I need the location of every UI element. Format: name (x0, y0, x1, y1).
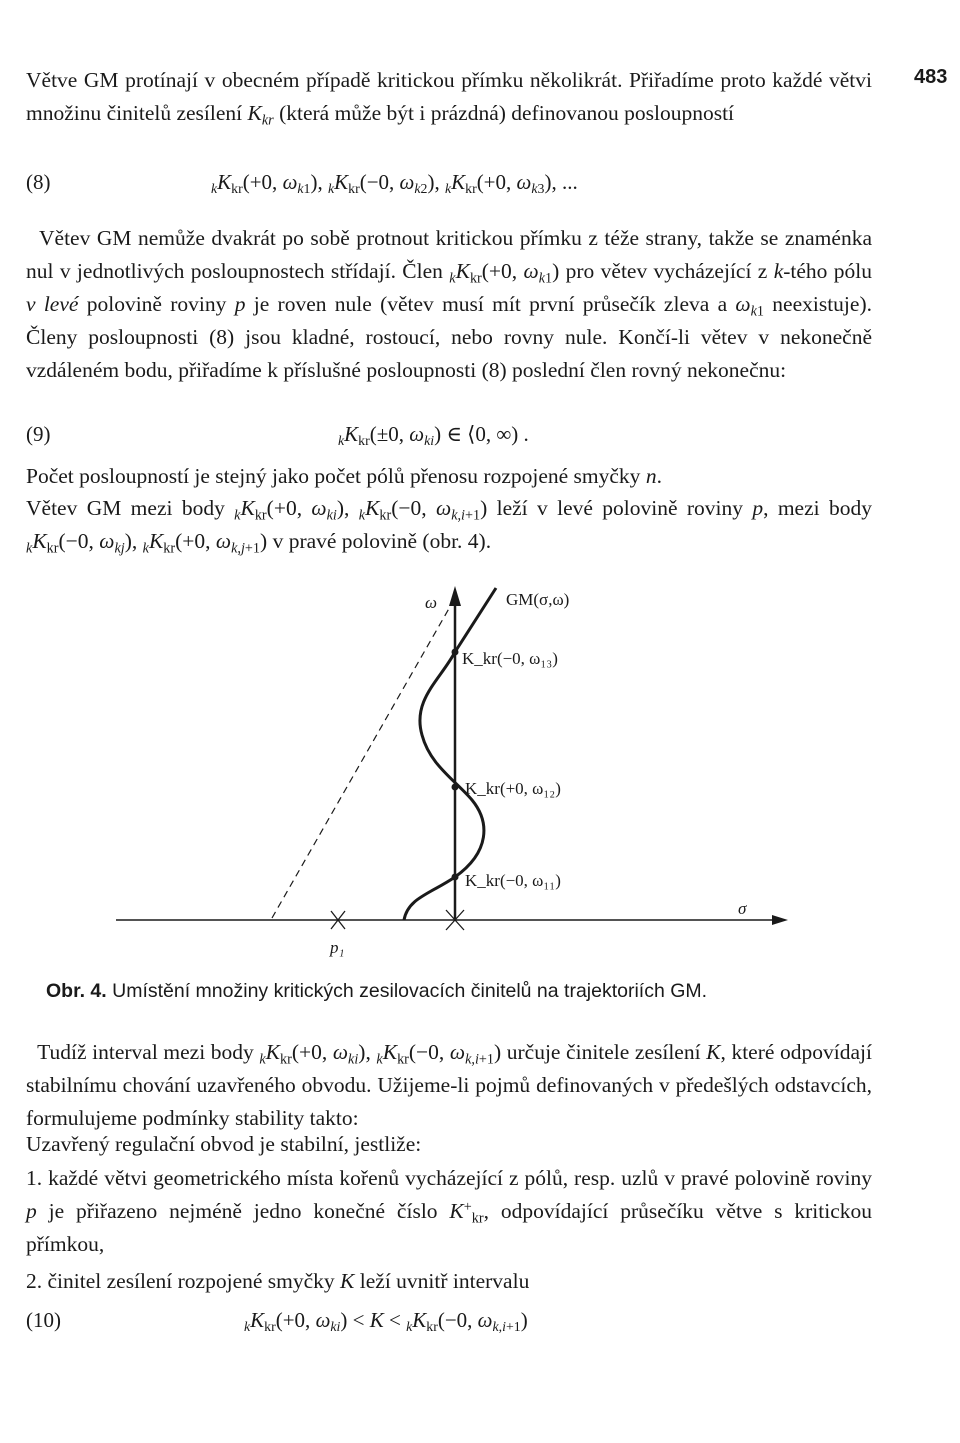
sigma-axis-label: σ (738, 899, 747, 918)
crossing-point-13 (452, 649, 459, 656)
paragraph-1: Větve GM protínají v obecném případě kritickou přímku několikrát. Přiřadíme proto každé větvi množinu činitelů zesílení $K_{kr}$ (která může být i prázdná) definovanou posloupností (26, 68, 872, 129)
omega-axis-label: ω (425, 593, 438, 612)
paragraph-7: 1. každé větvi geometrického místa kořenů vycházející z pólů, resp. uzlů v pravé polovině roviny p je přiřazeno nejméně jedno konečné číslo $K^+_{kr}$, odpovídající průsečíku větve s kritickou přímkou, (26, 1166, 872, 1256)
paragraph-8: 2. činitel zesílení rozpojené smyčky K leží uvnitř intervalu (26, 1269, 530, 1293)
curve-label: GM(σ,ω) (506, 590, 570, 609)
sigma-arrow (772, 915, 788, 925)
paragraph-5: Tudíž interval mezi body $_kK_{kr}(+0$, $\omega_{ki}$), $_kK_{kr}(-0$, $\omega_{k,i+1}$) určuje činitele zesílení K, které odpovídají stabilnímu chování uzavřeného obvodu. Užijeme-li pojmů definovaných v předešlých odstavcích, formulujeme podmínky stability takto: (26, 1040, 872, 1130)
crossing-point-12 (452, 784, 459, 791)
paragraph-2: Větev GM nemůže dvakrát po sobě protnout kritickou přímku z téže strany, takže se znaménka nul v jednotlivých posloupnostech střídají. Člen $_kK_{kr}(+0$, $\omega_{k1}$) pro větev vycházející z k-tého pólu v levé polovině roviny p je roven nule (větev musí mít první průsečík zleva a $\omega_{k1}$ neexistuje). Členy posloupnosti (8) jsou kladné, rostoucí, nebo rovny nule. Končí-li větev v nekonečně vzdáleném bodu, přiřadíme k příslušné posloupnosti (8) poslední člen rovný nekonečnu: (26, 226, 872, 382)
asymptote-dashed (272, 598, 455, 918)
point-label-13: K_kr(−0, ω₁₃) (462, 649, 558, 668)
page-number: 483 (914, 66, 948, 88)
caption-prefix: Obr. 4. (46, 980, 107, 1002)
paragraph-3: Počet posloupností je stejný jako počet pólů přenosu rozpojené smyčky n. (26, 464, 662, 488)
equation-9: (9) $_kK_{kr}(\pm 0$, $\omega_{ki}$) ∈ ⟨0, ∞) . (26, 422, 529, 449)
point-label-12: K_kr(+0, ω₁₂) (465, 779, 561, 798)
caption-text: Umístění množiny kritických zesilovacích činitelů na trajektoriích GM. (106, 980, 708, 1002)
omega-arrow (449, 586, 461, 606)
point-label-11: K_kr(−0, ω₁₁) (465, 871, 561, 890)
figure-caption (46, 980, 707, 1003)
crossing-point-11 (452, 874, 459, 881)
paragraph-6: Uzavřený regulační obvod je stabilní, jestliže: (26, 1132, 422, 1156)
paragraph-4: Větev GM mezi body $_kK_{kr}(+0$, $\omega_{ki}$), $_kK_{kr}(-0$, $\omega_{k,i+1}$) leží v levé polovině roviny p, mezi body $_kK_{kr}(-0$, $\omega_{kj}$), $_kK_{kr}(+0$, $\omega_{k,j+1}$) v pravé polovině (obr. 4). (26, 496, 872, 557)
equation-9-label: (9) (26, 422, 51, 446)
equation-8: (8) $_kK_{kr}(+0$, $\omega_{k1}$), $_kK_{kr}(-0$, $\omega_{k2}$), $_kK_{kr}(+0$, $\omega_{k3}$), ... (26, 170, 578, 197)
equation-8-label: (8) (26, 170, 51, 194)
pole-label: p₁ (330, 938, 345, 957)
equation-10-label: (10) (26, 1308, 61, 1332)
equation-10: (10) $_kK_{kr}(+0$, $\omega_{ki}) < K < _kK_{kr}(-0$, $\omega_{k,i+1}$) (26, 1308, 528, 1335)
